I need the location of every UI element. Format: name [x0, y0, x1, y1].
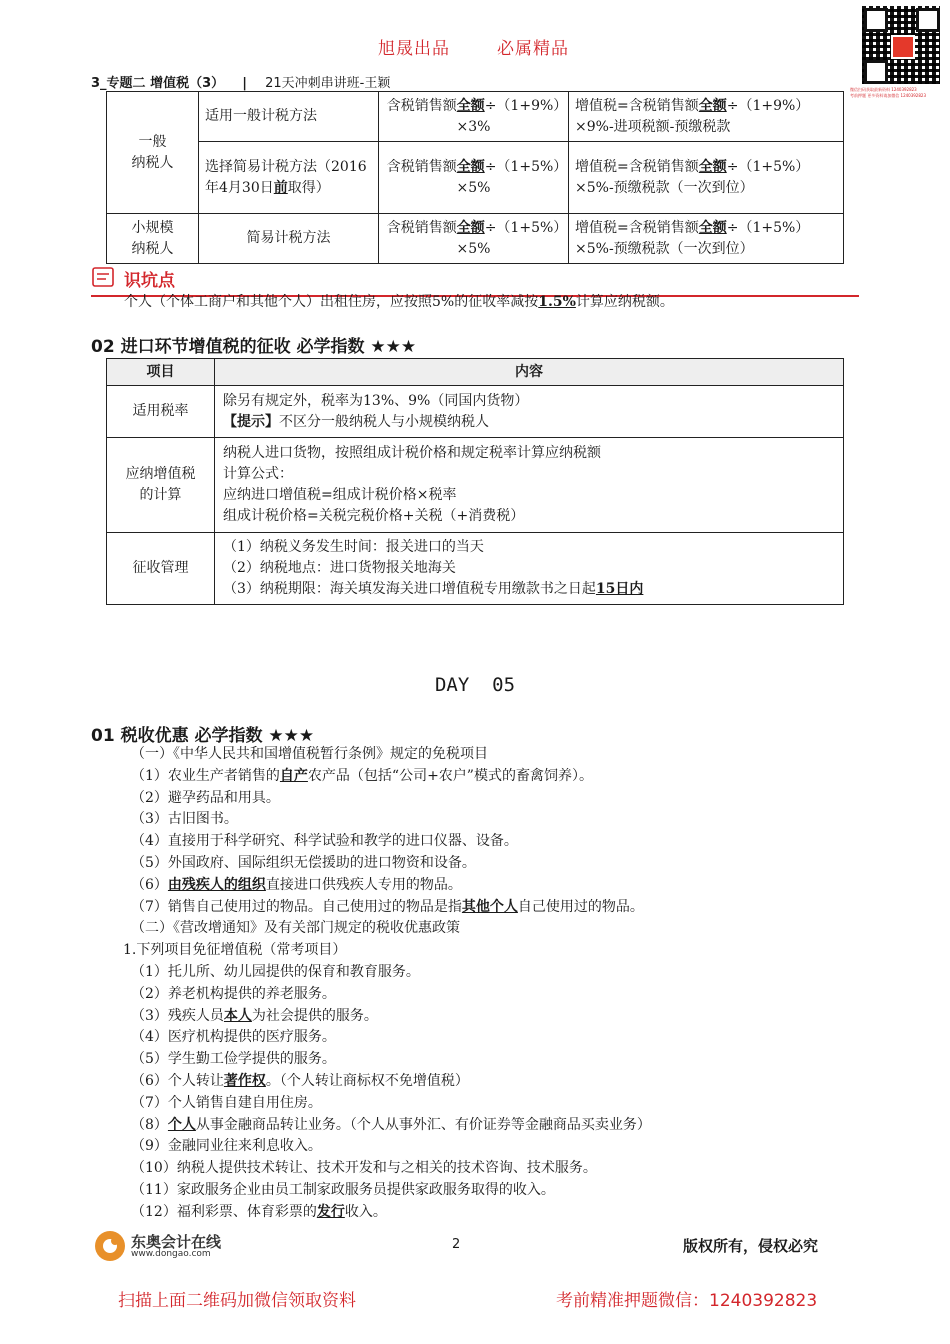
tax-cell: 增值税=含税销售额全额÷（1+9%）×9%-进项税额-预缴税款 [569, 92, 844, 142]
qr-caption-2: 考前押题 更多资料请加微信 1240392823 [850, 93, 926, 98]
exemption-line: （12）福利彩票、体育彩票的发行收入。 [131, 1203, 387, 1220]
exemption-line: （5）外国政府、国际组织无偿援助的进口物资和设备。 [131, 854, 476, 871]
exemption-line: （7）销售自己使用过的物品。自己使用过的物品是指其他个人自己使用过的物品。 [131, 898, 644, 915]
exemption-line: （2）养老机构提供的养老服务。 [131, 985, 336, 1002]
table-row [107, 533, 844, 605]
course-label: 21天冲刺串讲班-王颖 [265, 76, 391, 91]
section-02-title: 02 进口环节增值税的征收 必学指数 ★★★ [91, 337, 417, 357]
method-cell: 适用一般计税方法 [199, 92, 379, 142]
table-header-row [107, 359, 844, 386]
sales-cell: 含税销售额全额÷（1+5%）×5% [379, 142, 569, 214]
exemption-line: （8）个人从事金融商品转让业务。（个人从事外汇、有价证券等金融商品买卖业务） [131, 1116, 651, 1133]
tax-method-table [106, 91, 844, 264]
promo-left: 扫描上面二维码加微信领取资料 [118, 1291, 356, 1311]
note-icon [92, 267, 114, 287]
table-row [107, 142, 844, 214]
exemption-line: （2）避孕药品和用具。 [131, 789, 280, 806]
method-cell: 简易计税方法 [199, 214, 379, 264]
item-cell: 适用税率 [107, 386, 215, 438]
exemption-line: （9）金融同业往来利息收入。 [131, 1138, 322, 1155]
content-cell: 除另有规定外，税率为13%、9%（同国内货物） 【提示】不区分一般纳税人与小规模纳税人 [215, 386, 844, 438]
exemption-line: （4）直接用于科学研究、科学试验和教学的进口仪器、设备。 [131, 833, 518, 850]
header-separator: | [242, 76, 247, 91]
exemption-line: 1.下列项目免征增值税（常考项目） [123, 942, 347, 959]
page-subheader [91, 72, 390, 91]
section-01-title: 01 税收优惠 必学指数 ★★★ [91, 726, 315, 746]
page-number: 2 [452, 1237, 461, 1252]
sales-cell: 含税销售额全额÷（1+9%）×3% [379, 92, 569, 142]
promo-right: 考前精准押题微信：1240392823 [556, 1291, 818, 1311]
pitfall-text: 个人（个体工商户和其他个人）出租住房，应按照5%的征收率减按1.5%计算应纳税额。 [124, 294, 674, 310]
copyright: 版权所有，侵权必究 [683, 1237, 819, 1255]
table-row [107, 438, 844, 533]
brand-right: 必属精品 [497, 39, 569, 59]
table-row [107, 214, 844, 264]
exemption-line: （3）残疾人员本人为社会提供的服务。 [131, 1007, 378, 1024]
qr-logo-icon [891, 35, 915, 59]
table-row [107, 92, 844, 142]
brand-left: 旭晟出品 [378, 39, 450, 59]
col-item-header: 项目 [107, 359, 215, 386]
exemption-line: （6）个人转让著作权。（个人转让商标权不免增值税） [131, 1072, 469, 1089]
exemption-line: （3）古旧图书。 [131, 811, 238, 828]
exemption-line: （一）《中华人民共和国增值税暂行条例》规定的免税项目 [131, 746, 488, 762]
exemption-line: （4）医疗机构提供的医疗服务。 [131, 1029, 336, 1046]
topic-label: 3_专题二 增值税（3） [91, 76, 225, 91]
import-vat-table [106, 358, 844, 605]
logo-url: www.dongao.com [131, 1249, 211, 1259]
method-cell: 选择简易计税方法（2016年4月30日前取得） [199, 142, 379, 214]
content-cell: （1）纳税义务发生时间：报关进口的当天 （2）纳税地点：进口货物报关地海关 （3）纳税期限：海关填发海关进口增值税专用缴款书之日起15日内 [215, 533, 844, 605]
pitfall-title: 识坑点 [124, 271, 175, 291]
item-cell: 征收管理 [107, 533, 215, 605]
sales-cell: 含税销售额全额÷（1+5%）×5% [379, 214, 569, 264]
group-cell: 小规模 纳税人 [107, 214, 199, 264]
tax-cell: 增值税=含税销售额全额÷（1+5%）×5%-预缴税款（一次到位） [569, 142, 844, 214]
exemption-line: （10）纳税人提供技术转让、技术开发和与之相关的技术咨询、技术服务。 [131, 1160, 597, 1177]
dongao-logo [93, 1229, 127, 1267]
exemption-line: （11）家政服务企业由员工制家政服务员提供家政服务取得的收入。 [131, 1181, 555, 1198]
item-cell: 应纳增值税 的计算 [107, 438, 215, 533]
group-cell: 一般 纳税人 [107, 92, 199, 214]
qr-code [862, 6, 940, 84]
day-title: DAY 05 [434, 674, 516, 696]
exemption-line: （二）《营改增通知》及有关部门规定的税收优惠政策 [131, 920, 460, 937]
exemption-line: （7）个人销售自建自用住房。 [131, 1094, 322, 1111]
logo-name: 东奥会计在线 [131, 1233, 222, 1251]
exemption-list [123, 744, 651, 1224]
exemption-line: （6）由残疾人的组织直接进口供残疾人专用的物品。 [131, 876, 462, 893]
table-row [107, 386, 844, 438]
col-content-header: 内容 [215, 359, 844, 386]
exemption-line: （1）农业生产者销售的自产农产品（包括“公司+农户”模式的畜禽饲养）。 [131, 767, 593, 784]
dongao-logo-icon [93, 1229, 127, 1263]
exemption-line: （1）托儿所、幼儿园提供的保育和教育服务。 [131, 963, 420, 980]
exemption-line: （5）学生勤工俭学提供的服务。 [131, 1051, 336, 1068]
tax-cell: 增值税=含税销售额全额÷（1+5%）×5%-预缴税款（一次到位） [569, 214, 844, 264]
qr-caption-1: 微信扫码获取最新资料 1240392823 [850, 87, 917, 92]
content-cell: 纳税人进口货物，按照组成计税价格和规定税率计算应纳税额 计算公式： 应纳进口增值税=组成计税价格×税率 组成计税价格=关税完税价格+关税（+消费税） [215, 438, 844, 533]
